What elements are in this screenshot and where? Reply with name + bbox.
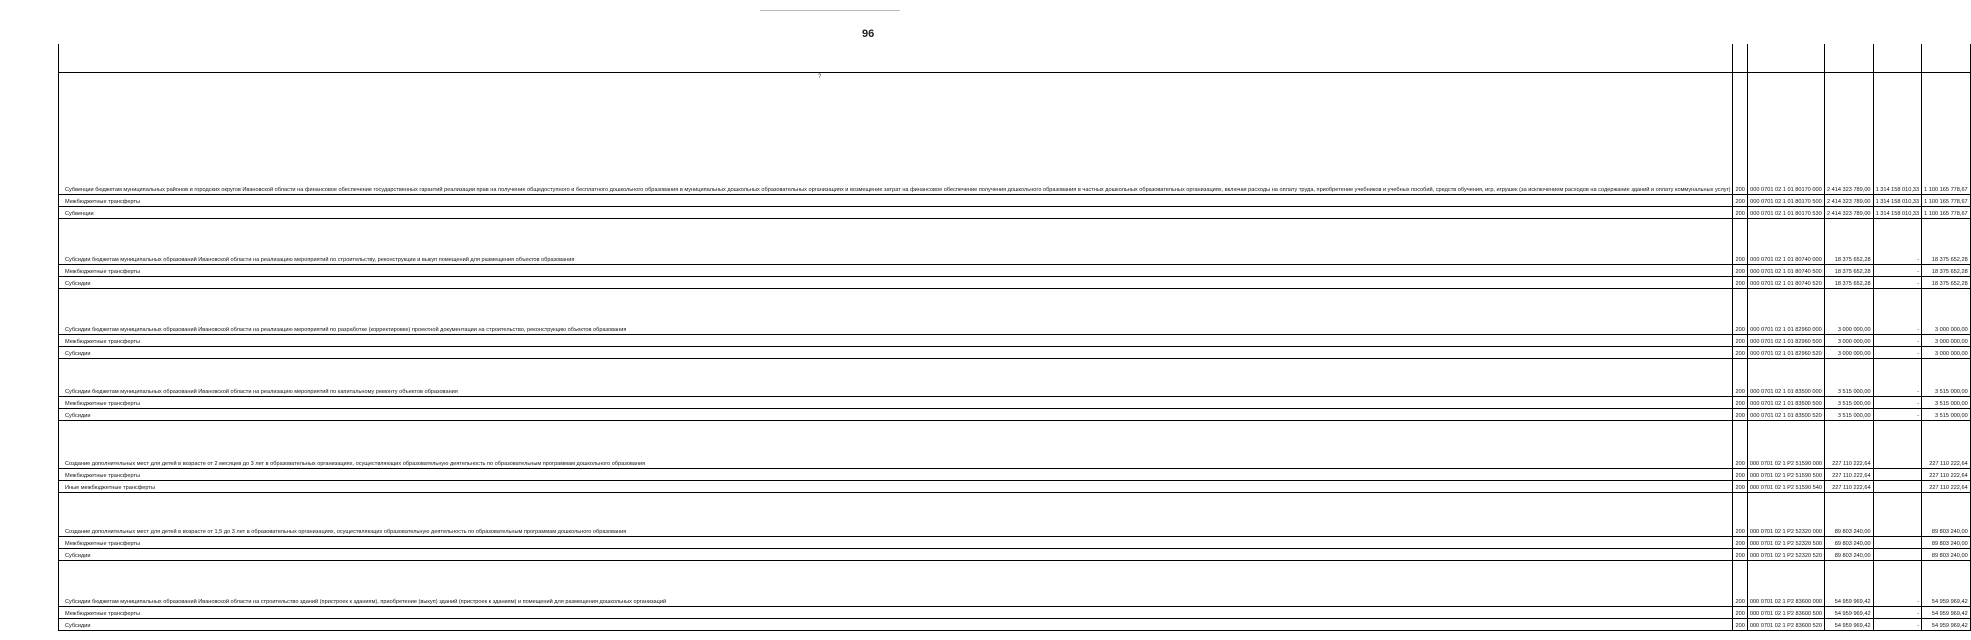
table-row-detail — [59, 537, 1971, 549]
cell-admin-code: 200 — [1733, 421, 1747, 469]
table-row-detail — [59, 347, 1971, 359]
page-number: 96 — [862, 28, 875, 40]
cell-budget-code: 000 0701 02 1 01 80170 500 — [1747, 195, 1824, 207]
cell-name: Субсидии бюджетам муниципальных образований Ивановской области на реализацию мероприятий по строительству, реконструкции и выкуп помещений для размещения объектов образования — [59, 219, 1733, 265]
cell-budget-code: 000 0701 02 1 P2 52320 520 — [1747, 549, 1824, 561]
cell-budget-code: 000 0701 02 1 P2 52320 000 — [1747, 493, 1824, 537]
cell-name: Субсидии — [59, 277, 1733, 289]
cell-remainder-amount: 3 515 000,00 — [1922, 359, 1971, 397]
table-row-detail — [59, 619, 1971, 631]
corner-mark: ? — [818, 74, 822, 80]
cell-budget-code: 000 0701 02 1 01 80740 520 — [1747, 277, 1824, 289]
cell-budget-code: 000 0701 02 1 P2 83600 000 — [1747, 561, 1824, 607]
cell-budget-code: 000 0701 02 1 P2 83600 500 — [1747, 607, 1824, 619]
table-row-section — [59, 359, 1971, 397]
cell-approved-amount: 3 515 000,00 — [1825, 409, 1874, 421]
cell-name: Межбюджетные трансферты — [59, 607, 1733, 619]
cell-name: Создание дополнительных мест для детей в возрасте от 2 месяцев до 3 лет в образовательных организациях, осуществляющих образовательную деятельность по образовательным программам дошкольного образования — [59, 421, 1733, 469]
cell-remainder-amount: 89 803 240,00 — [1922, 549, 1971, 561]
table-row-detail — [59, 277, 1971, 289]
table-row-detail — [59, 409, 1971, 421]
table-row-detail — [59, 481, 1971, 493]
cell-admin-code: 200 — [1733, 219, 1747, 265]
cell-budget-code: 000 0701 02 1 01 80740 500 — [1747, 265, 1824, 277]
cell-admin-code: 200 — [1733, 481, 1747, 493]
cell-remainder-amount: 3 000 000,00 — [1922, 335, 1971, 347]
cell-budget-code: 000 0701 02 1 01 82960 500 — [1747, 335, 1824, 347]
cell-approved-amount: 3 000 000,00 — [1825, 347, 1874, 359]
cell-approved-amount: 54 959 969,42 — [1825, 561, 1874, 607]
cell-executed-amount: 1 314 158 010,33 — [1873, 73, 1922, 195]
cell-remainder-amount: 227 110 222,64 — [1922, 481, 1971, 493]
cell-admin-code: 200 — [1733, 73, 1747, 195]
cell-name: Субсидии бюджетам муниципальных образований Ивановской области на реализацию мероприятий по разработке (корректировке) проектной документации на строительство, реконструкцию объектов образования — [59, 289, 1733, 335]
cell-executed-amount: - — [1873, 561, 1922, 607]
cell-admin-code: 200 — [1733, 335, 1747, 347]
table-top-row — [59, 44, 1971, 73]
cell-approved-amount: 227 110 222,64 — [1825, 481, 1874, 493]
table-row-detail — [59, 469, 1971, 481]
cell-budget-code: 000 0701 02 1 01 83500 500 — [1747, 397, 1824, 409]
table-row-detail — [59, 207, 1971, 219]
cell-remainder-amount: 1 100 165 778,67 — [1922, 195, 1971, 207]
cell-remainder-amount: 54 959 969,42 — [1922, 619, 1971, 631]
table-row-detail — [59, 549, 1971, 561]
cell-admin-code: 200 — [1733, 347, 1747, 359]
cell-approved-amount: 2 414 323 789,00 — [1825, 207, 1874, 219]
table-row-detail — [59, 265, 1971, 277]
cell-name: Субсидии — [59, 347, 1733, 359]
cell-approved-amount: 89 803 240,00 — [1825, 493, 1874, 537]
cell-remainder-amount: 3 515 000,00 — [1922, 397, 1971, 409]
cell-executed-amount: - — [1873, 619, 1922, 631]
cell-approved-amount: 3 515 000,00 — [1825, 397, 1874, 409]
cell-executed-amount: - — [1873, 265, 1922, 277]
cell-admin-code: 200 — [1733, 619, 1747, 631]
cell-executed-amount: - — [1873, 397, 1922, 409]
cell-remainder-amount: 227 110 222,64 — [1922, 469, 1971, 481]
cell-admin-code: 200 — [1733, 537, 1747, 549]
cell-executed-amount: - — [1873, 289, 1922, 335]
table-row-detail — [59, 397, 1971, 409]
cell-approved-amount: 18 375 652,28 — [1825, 219, 1874, 265]
cell-executed-amount: - — [1873, 219, 1922, 265]
cell-executed-amount — [1873, 481, 1922, 493]
cell-budget-code: 000 0701 02 1 01 82960 520 — [1747, 347, 1824, 359]
cell-admin-code: 200 — [1733, 289, 1747, 335]
cell-approved-amount: 2 414 323 789,00 — [1825, 73, 1874, 195]
cell-approved-amount: 54 959 969,42 — [1825, 619, 1874, 631]
cell-remainder-amount: 3 000 000,00 — [1922, 289, 1971, 335]
cell-name: Межбюджетные трансферты — [59, 397, 1733, 409]
table-row-section — [59, 219, 1971, 265]
cell-remainder-amount: 89 803 240,00 — [1922, 537, 1971, 549]
cell-executed-amount: - — [1873, 409, 1922, 421]
cell-budget-code: 000 0701 02 1 P2 51590 500 — [1747, 469, 1824, 481]
cell-remainder-amount: 18 375 652,28 — [1922, 219, 1971, 265]
table-row-detail — [59, 607, 1971, 619]
cell-name: Иные межбюджетные трансферты — [59, 481, 1733, 493]
cell-admin-code: 200 — [1733, 409, 1747, 421]
cell-empty — [1873, 44, 1922, 73]
cell-budget-code: 000 0701 02 1 01 82960 000 — [1747, 289, 1824, 335]
cell-remainder-amount: 54 959 969,42 — [1922, 607, 1971, 619]
cell-executed-amount: - — [1873, 335, 1922, 347]
cell-name: Межбюджетные трансферты — [59, 265, 1733, 277]
cell-approved-amount: 227 110 222,64 — [1825, 469, 1874, 481]
cell-executed-amount — [1873, 493, 1922, 537]
cell-executed-amount — [1873, 469, 1922, 481]
table-row-section — [59, 561, 1971, 607]
cell-empty — [59, 44, 1733, 73]
table-row-detail — [59, 335, 1971, 347]
cell-approved-amount: 18 375 652,28 — [1825, 265, 1874, 277]
cell-executed-amount: - — [1873, 277, 1922, 289]
cell-admin-code: 200 — [1733, 549, 1747, 561]
cell-budget-code: 000 0701 02 1 P2 83600 520 — [1747, 619, 1824, 631]
cell-name: Создание дополнительных мест для детей в возрасте от 1,5 до 3 лет в образовательных организациях, осуществляющих образовательную деятельность по образовательным программам дошкольного образования — [59, 493, 1733, 537]
cell-admin-code: 200 — [1733, 607, 1747, 619]
table-row-detail — [59, 195, 1971, 207]
cell-executed-amount: 1 314 158 010,33 — [1873, 207, 1922, 219]
cell-budget-code: 000 0701 02 1 P2 51590 540 — [1747, 481, 1824, 493]
cell-admin-code: 200 — [1733, 359, 1747, 397]
cell-remainder-amount: 54 959 969,42 — [1922, 561, 1971, 607]
cell-remainder-amount: 227 110 222,64 — [1922, 421, 1971, 469]
cell-name: Межбюджетные трансферты — [59, 335, 1733, 347]
cell-executed-amount: - — [1873, 607, 1922, 619]
cell-remainder-amount: 1 100 165 778,67 — [1922, 73, 1971, 195]
cell-admin-code: 200 — [1733, 265, 1747, 277]
cell-admin-code: 200 — [1733, 493, 1747, 537]
cell-admin-code: 200 — [1733, 561, 1747, 607]
cell-admin-code: 200 — [1733, 469, 1747, 481]
budget-execution-table — [58, 44, 1971, 631]
cell-executed-amount: - — [1873, 359, 1922, 397]
cell-budget-code: 000 0701 02 1 01 80170 000 — [1747, 73, 1824, 195]
cell-approved-amount: 89 803 240,00 — [1825, 537, 1874, 549]
cell-remainder-amount: 1 100 165 778,67 — [1922, 207, 1971, 219]
table-row-section — [59, 289, 1971, 335]
cell-admin-code: 200 — [1733, 195, 1747, 207]
cell-remainder-amount: 3 000 000,00 — [1922, 347, 1971, 359]
cell-remainder-amount: 18 375 652,28 — [1922, 277, 1971, 289]
cell-budget-code: 000 0701 02 1 01 83500 000 — [1747, 359, 1824, 397]
cell-approved-amount: 54 959 969,42 — [1825, 607, 1874, 619]
cell-approved-amount: 2 414 323 789,00 — [1825, 195, 1874, 207]
cell-name: Межбюджетные трансферты — [59, 195, 1733, 207]
cell-name: Субвенции — [59, 207, 1733, 219]
cell-empty — [1747, 44, 1824, 73]
cell-admin-code: 200 — [1733, 277, 1747, 289]
cell-name: Межбюджетные трансферты — [59, 537, 1733, 549]
cell-name: Субсидии — [59, 409, 1733, 421]
cell-empty — [1922, 44, 1971, 73]
cell-admin-code: 200 — [1733, 207, 1747, 219]
cell-executed-amount: 1 314 158 010,33 — [1873, 195, 1922, 207]
cell-remainder-amount: 89 803 240,00 — [1922, 493, 1971, 537]
cell-budget-code: 000 0701 02 1 01 80170 530 — [1747, 207, 1824, 219]
cell-budget-code: 000 0701 02 1 01 80740 000 — [1747, 219, 1824, 265]
cell-approved-amount: 227 110 222,64 — [1825, 421, 1874, 469]
cell-executed-amount — [1873, 421, 1922, 469]
cell-name: Субсидии бюджетам муниципальных образований Ивановской области на реализацию мероприятий по капитальному ремонту объектов образования — [59, 359, 1733, 397]
cell-approved-amount: 3 000 000,00 — [1825, 289, 1874, 335]
cell-approved-amount: 3 000 000,00 — [1825, 335, 1874, 347]
cell-empty — [1733, 44, 1747, 73]
table-row-section — [59, 493, 1971, 537]
cell-budget-code: 000 0701 02 1 01 83500 520 — [1747, 409, 1824, 421]
cell-name: Субсидии — [59, 619, 1733, 631]
cell-executed-amount — [1873, 549, 1922, 561]
cell-name: Субсидии бюджетам муниципальных образований Ивановской области на строительство зданий (пристроек к зданиям), приобретение (выкуп) зданий (пристроек к зданиям) и помещений для размещения дошкольных организаций — [59, 561, 1733, 607]
cell-name: Межбюджетные трансферты — [59, 469, 1733, 481]
table-row-section — [59, 421, 1971, 469]
cell-executed-amount: - — [1873, 347, 1922, 359]
scan-artifact-line — [760, 10, 900, 11]
cell-empty — [1825, 44, 1874, 73]
cell-approved-amount: 3 515 000,00 — [1825, 359, 1874, 397]
cell-admin-code: 200 — [1733, 397, 1747, 409]
table-body — [59, 44, 1971, 631]
cell-approved-amount: 18 375 652,28 — [1825, 277, 1874, 289]
cell-approved-amount: 89 803 240,00 — [1825, 549, 1874, 561]
cell-budget-code: 000 0701 02 1 P2 52320 500 — [1747, 537, 1824, 549]
cell-name: Субвенции бюджетам муниципальных районов и городских округов Ивановской области на финансовое обеспечение государственных гарантий реализации прав на получение общедоступного и бесплатного дошкольного образования в муниципальных дошкольных образовательных организациях и возмещение затрат на финансовое обеспечение получения дошкольного образования в частных дошкольных образовательных организациях, включая расходы на оплату труда, приобретение учебников и учебных пособий, средств обучения, игр, игрушек (за исключением расходов на содержание зданий и оплату коммунальных услуг) — [59, 73, 1733, 195]
cell-remainder-amount: 18 375 652,28 — [1922, 265, 1971, 277]
cell-budget-code: 000 0701 02 1 P2 51590 000 — [1747, 421, 1824, 469]
table-row-section — [59, 73, 1971, 195]
cell-name: Субсидии — [59, 549, 1733, 561]
cell-executed-amount — [1873, 537, 1922, 549]
cell-remainder-amount: 3 515 000,00 — [1922, 409, 1971, 421]
